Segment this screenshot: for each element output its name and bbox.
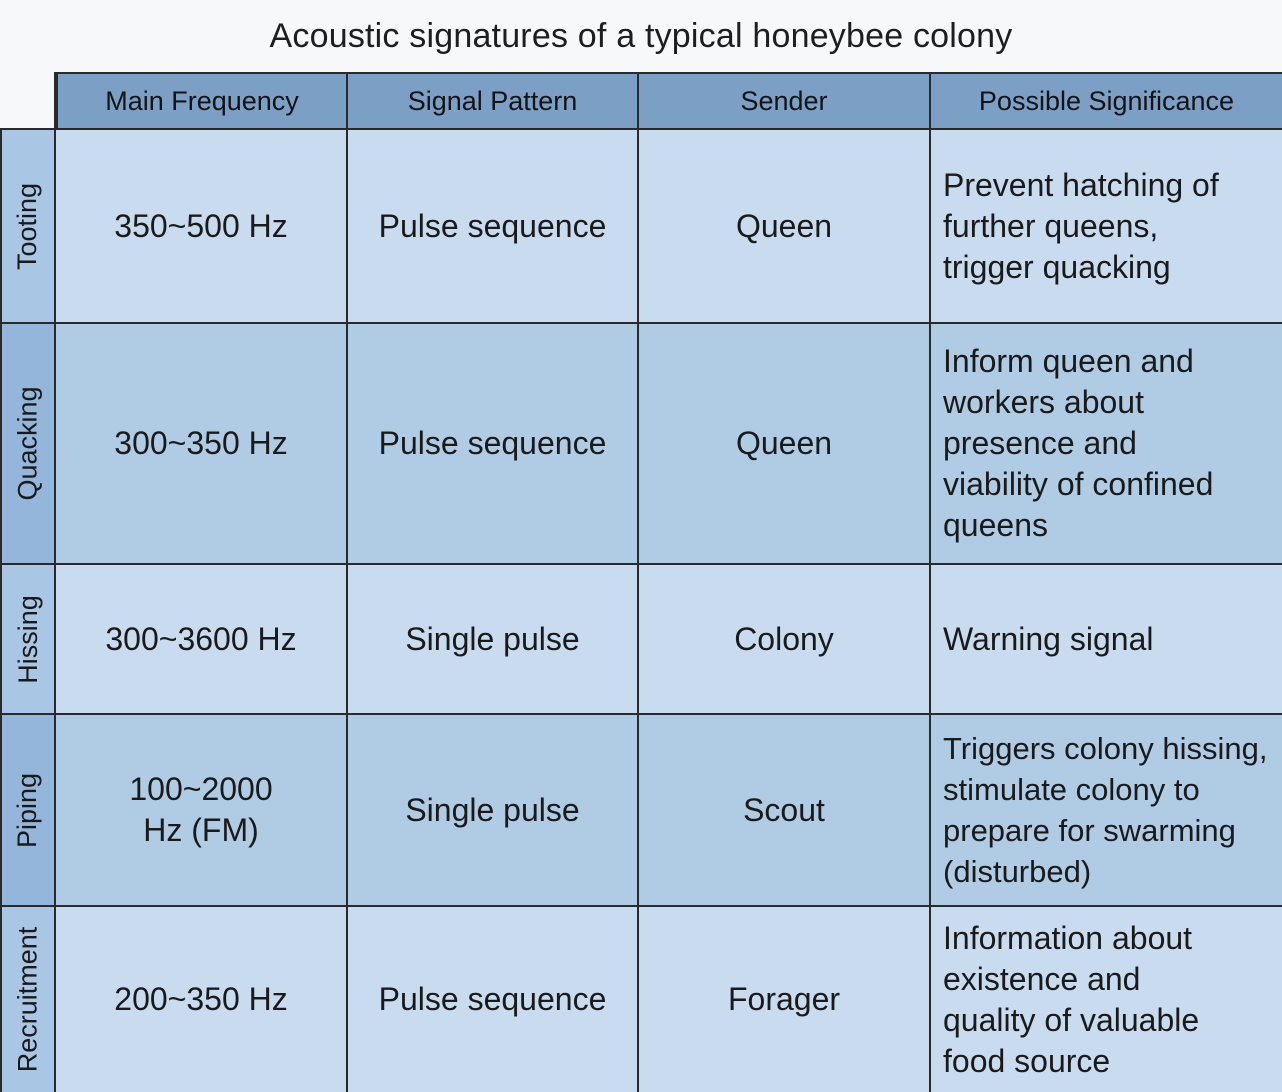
cell-significance: Warning signal <box>931 565 1282 715</box>
row-label: Tooting <box>12 182 43 270</box>
column-header-signal-pattern: Signal Pattern <box>348 72 639 130</box>
page-title: Acoustic signatures of a typical honeybee colony <box>269 16 1013 55</box>
row-label: Hissing <box>12 594 43 684</box>
cell-signal-pattern: Single pulse <box>348 565 639 715</box>
cell-significance: Information about existence and quality of valuable food source <box>931 907 1282 1092</box>
column-header-possible-significance: Possible Significance <box>931 72 1282 130</box>
cell-signal-pattern: Pulse sequence <box>348 130 639 324</box>
cell-sender: Forager <box>639 907 931 1092</box>
cell-frequency: 300~3600 Hz <box>56 565 348 715</box>
cell-frequency: 350~500 Hz <box>56 130 348 324</box>
cell-signal-pattern: Single pulse <box>348 715 639 907</box>
cell-sender: Colony <box>639 565 931 715</box>
row-header-recruitment <box>0 907 56 1092</box>
cell-sender: Queen <box>639 130 931 324</box>
cell-frequency: 300~350 Hz <box>56 324 348 565</box>
acoustic-signatures-table <box>0 72 1282 1092</box>
cell-signal-pattern: Pulse sequence <box>348 907 639 1092</box>
column-header-sender: Sender <box>639 72 931 130</box>
cell-significance: Prevent hatching of further queens, trigger quacking <box>931 130 1282 324</box>
cell-sender: Queen <box>639 324 931 565</box>
table-corner <box>0 72 56 130</box>
row-header-piping <box>0 715 56 907</box>
cell-frequency: 200~350 Hz <box>56 907 348 1092</box>
row-header-tooting <box>0 130 56 324</box>
row-header-hissing <box>0 565 56 715</box>
row-label: Recruitment <box>12 926 43 1073</box>
cell-significance: Inform queen and workers about presence and viability of confined queens <box>931 324 1282 565</box>
cell-significance: Triggers colony hissing, stimulate colony to prepare for swarming (disturbed) <box>931 715 1282 907</box>
cell-sender: Scout <box>639 715 931 907</box>
row-header-quacking <box>0 324 56 565</box>
column-header-main-frequency: Main Frequency <box>56 72 348 130</box>
row-label: Piping <box>12 772 43 848</box>
row-label: Quacking <box>12 386 43 501</box>
cell-frequency: 100~2000 Hz (FM) <box>56 715 348 907</box>
cell-signal-pattern: Pulse sequence <box>348 324 639 565</box>
